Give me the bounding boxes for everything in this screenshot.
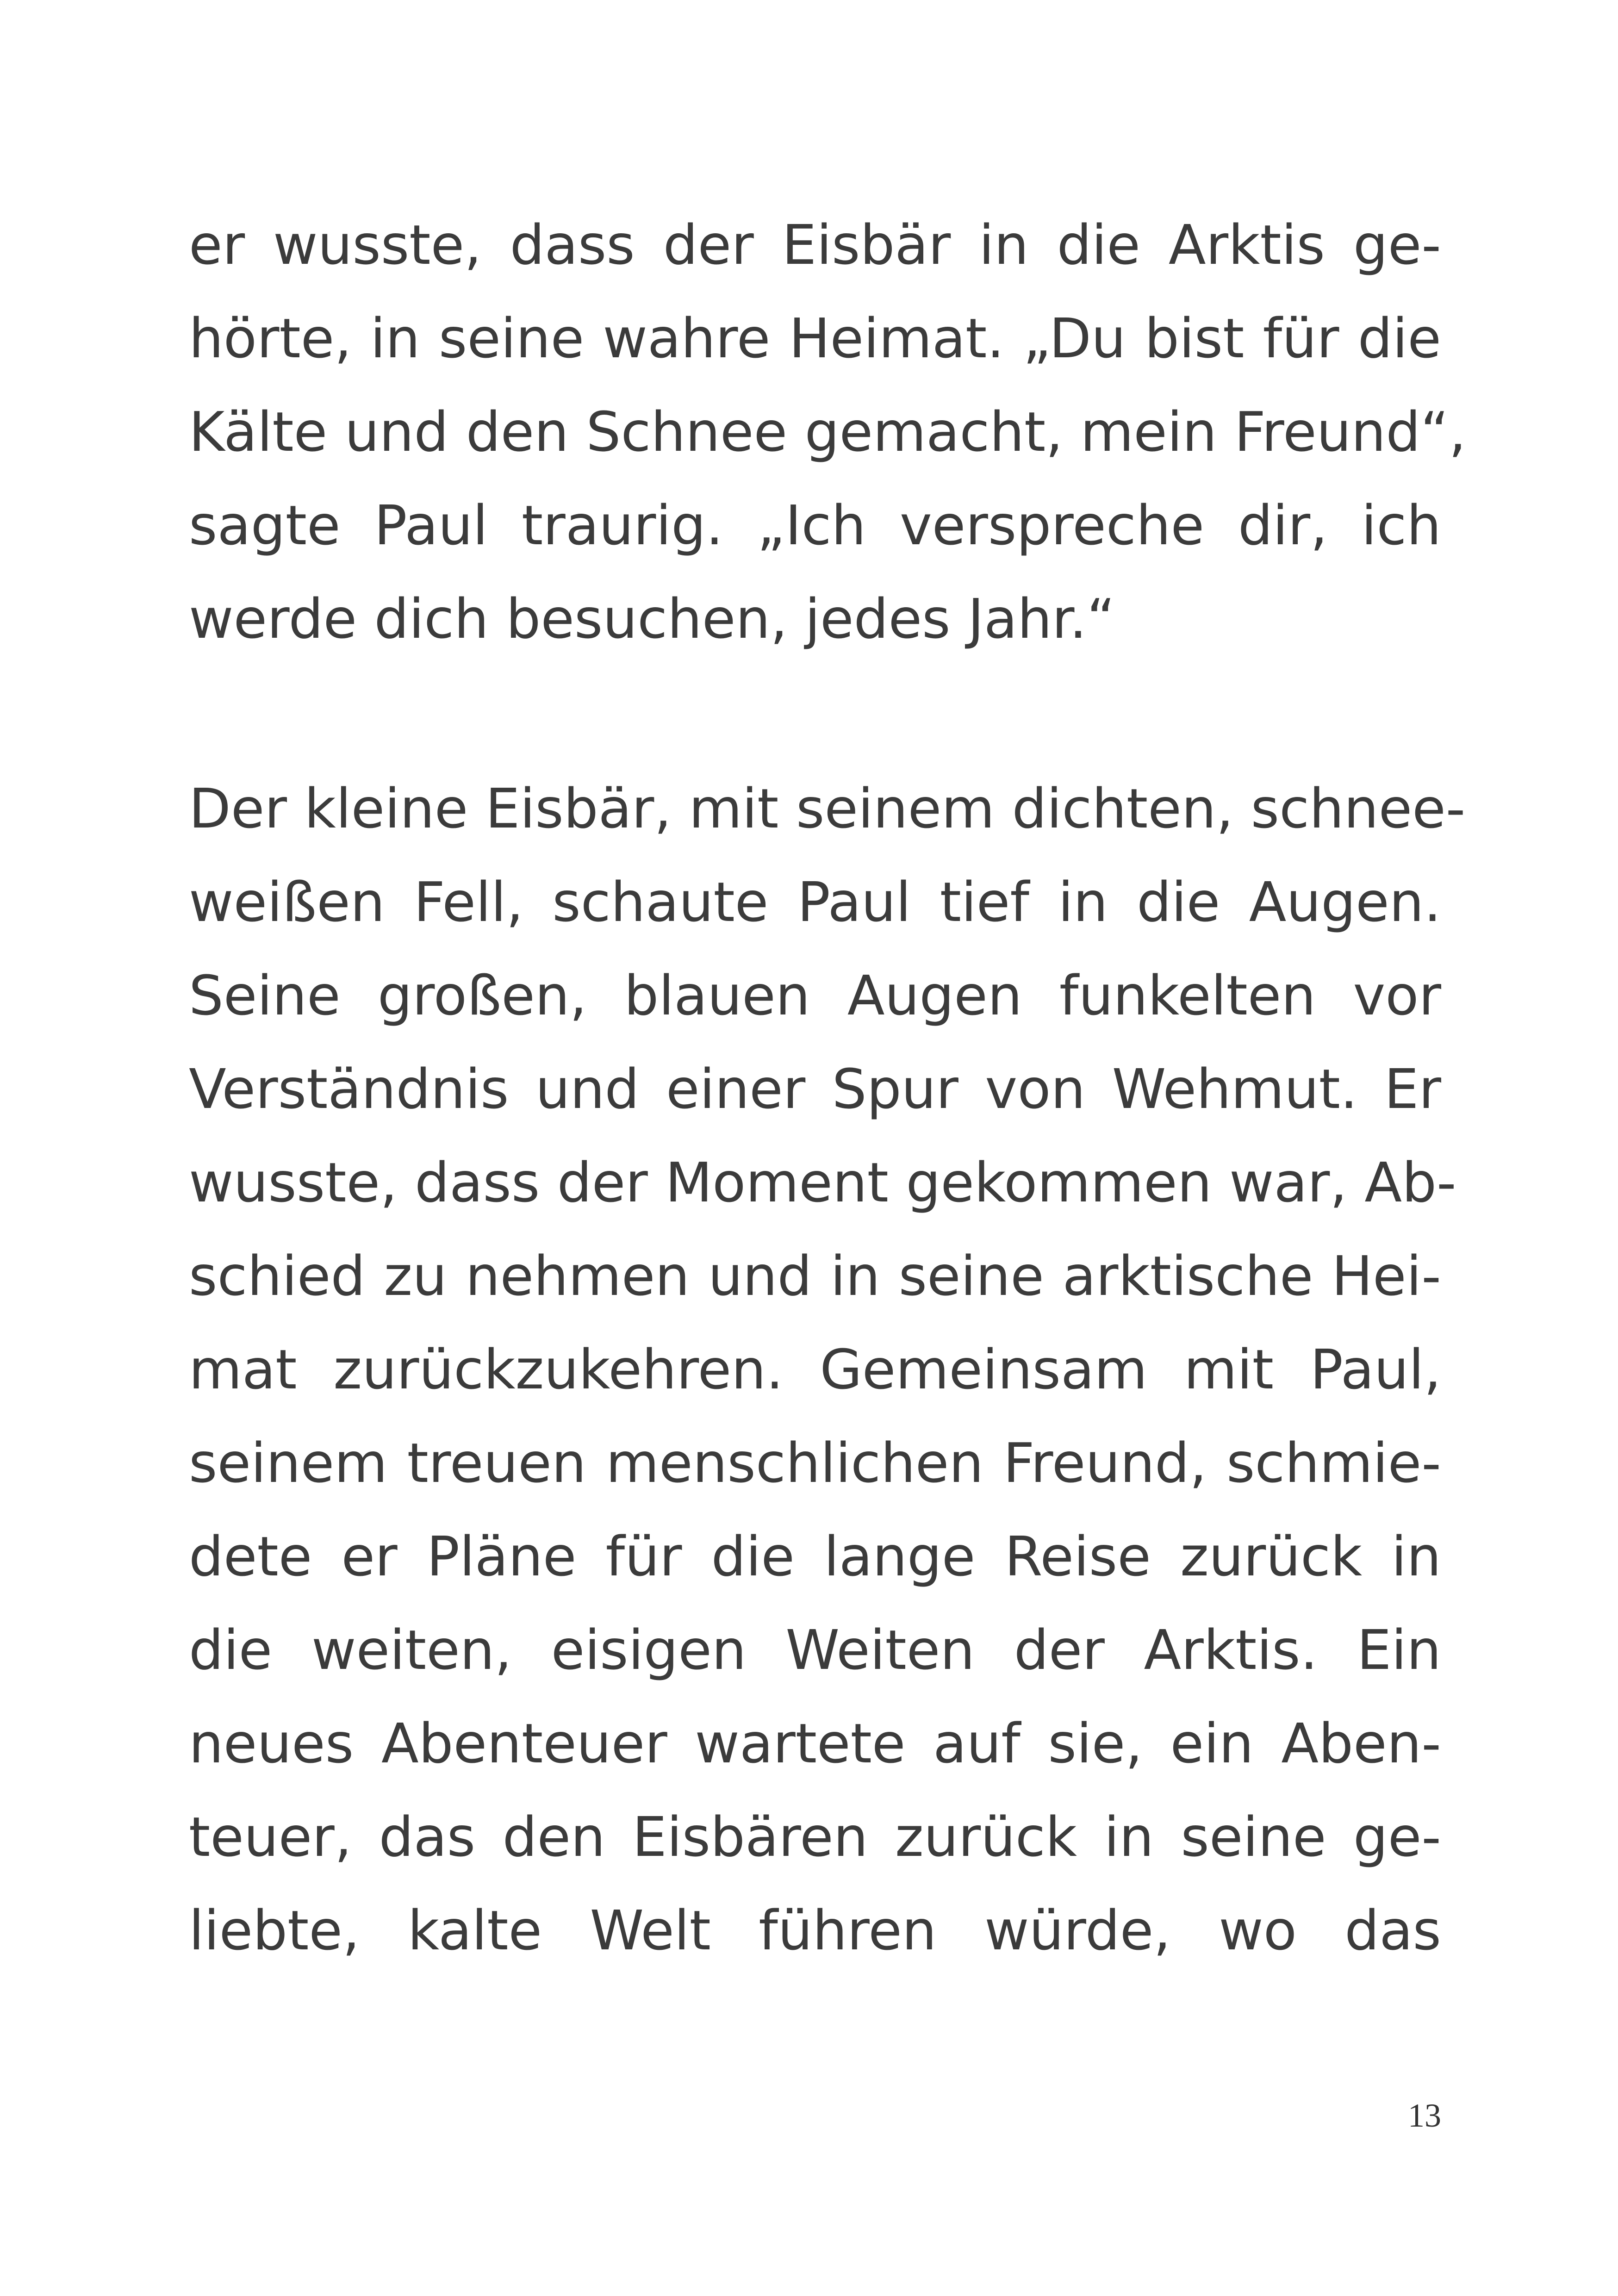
page-number: 13 (1408, 2097, 1441, 2134)
text-line: Der kleine Eisbär, mit seinem dichten, schnee- (189, 777, 1466, 840)
text-line: weißen Fell, schaute Paul tief in die Augen. (189, 870, 1441, 934)
paragraph-1 (189, 198, 1466, 666)
text-line: Seine großen, blauen Augen funkelten vor (189, 964, 1441, 1027)
text-line: dete er Pläne für die lange Reise zurück in (189, 1524, 1441, 1588)
text-line: teuer, das den Eisbären zurück in seine ge- (189, 1805, 1441, 1869)
text-line: wusste, dass der Moment gekommen war, Ab- (189, 1151, 1456, 1214)
text-line: er wusste, dass der Eisbär in die Arktis ge- (189, 213, 1441, 277)
text-line: liebte, kalte Welt führen würde, wo das (189, 1898, 1441, 1962)
paragraph-2 (189, 762, 1466, 1977)
text-line: die weiten, eisigen Weiten der Arktis. Ein (189, 1618, 1441, 1682)
text-line: Verständnis und einer Spur von Wehmut. Er (189, 1057, 1441, 1121)
text-line: schied zu nehmen und in seine arktische Hei- (189, 1244, 1441, 1308)
text-line: mat zurückzukehren. Gemeinsam mit Paul, (189, 1338, 1441, 1401)
text-line: werde dich besuchen, jedes Jahr.“ (189, 587, 1115, 651)
text-line: Kälte und den Schnee gemacht, mein Freund“, (189, 400, 1466, 464)
text-line: neues Abenteuer wartete auf sie, ein Aben- (189, 1711, 1441, 1775)
text-line: sagte Paul traurig. „Ich verspreche dir, ich (189, 493, 1441, 557)
text-line: seinem treuen menschlichen Freund, schmie- (189, 1431, 1441, 1495)
text-line: hörte, in seine wahre Heimat. „Du bist für die (189, 306, 1441, 370)
